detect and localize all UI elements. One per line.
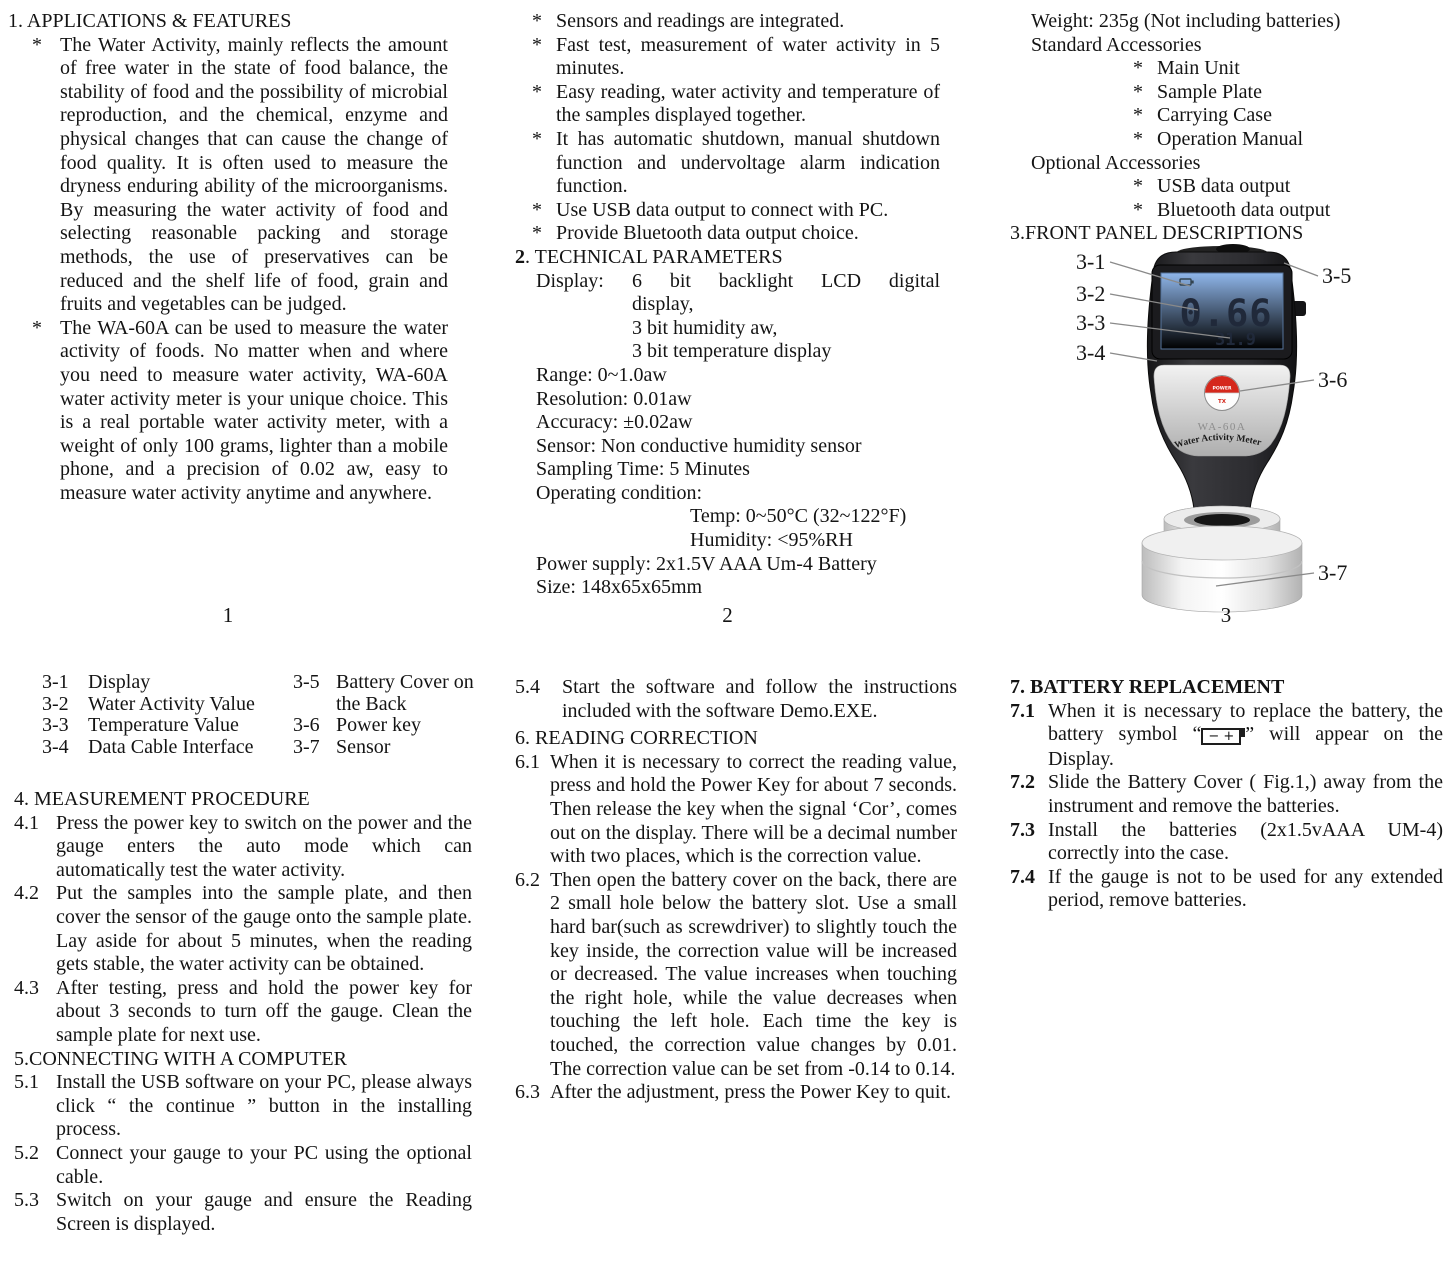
page-3-column xyxy=(1010,10,1442,246)
accessory-text: Bluetooth data output xyxy=(1157,198,1331,221)
legend-num: 3-5 xyxy=(293,671,320,693)
paragraph-text: The WA-60A can be used to measure the water activity of foods. No matter when and where you need to measure water activity, WA-60A water activity meter is your unique choice. This is a real portable water activity meter, with a weight of only 100 grams, lighter than a mobile phone, and a precision of 0.02 aw, easy to measure water activity anytime and anywhere. xyxy=(60,316,448,504)
legend-num: 3-4 xyxy=(42,735,69,758)
item-text: Press the power key to switch on the power and the gauge enters the auto mode which can automatically test the water activity. xyxy=(56,811,472,881)
bullet-marker: * xyxy=(532,222,542,245)
feature-text: Sensors and readings are integrated. xyxy=(556,10,845,32)
spec-line: Operating condition: xyxy=(536,481,703,504)
accessory-item xyxy=(1010,57,1442,81)
callout-legend xyxy=(42,672,472,782)
callout-3-6: 3-6 xyxy=(1318,367,1348,392)
lcd-water-activity-value: 0.66 xyxy=(1179,292,1273,335)
legend-row xyxy=(293,672,496,715)
display-spec-label: Display: xyxy=(536,269,604,292)
power-button-sublabel: TX xyxy=(1218,399,1226,405)
item-text: When it is necessary to replace the battery, the battery symbol “ xyxy=(1048,699,1443,746)
accessory-text: USB data output xyxy=(1157,175,1291,198)
page-6-column xyxy=(1010,676,1443,913)
bullet-marker: * xyxy=(532,80,542,103)
procedure-item xyxy=(1010,819,1443,866)
accessory-text: Sample Plate xyxy=(1157,80,1262,103)
item-text: After the adjustment, press the Power Key to quit. xyxy=(550,1081,952,1104)
page-number-3: 3 xyxy=(1220,603,1232,627)
section-6-heading: 6. READING CORRECTION xyxy=(515,727,758,750)
item-text: Install the batteries (2x1.5vAAA UM-4) correctly into the case. xyxy=(1048,818,1443,865)
page-4-column xyxy=(14,672,472,1236)
legend-num: 3-1 xyxy=(42,671,69,693)
feature-text: Use USB data output to connect with PC. xyxy=(556,198,889,221)
spec-line: Power supply: 2x1.5V AAA Um-4 Battery xyxy=(536,552,877,575)
procedure-item xyxy=(1010,866,1443,913)
feature-text: Fast test, measurement of water activity in 5 minutes. xyxy=(556,33,940,80)
standard-accessories-label: Standard Accessories xyxy=(1031,33,1202,56)
procedure-item xyxy=(515,869,957,1081)
callout-3-2: 3-2 xyxy=(1076,281,1106,306)
legend-right xyxy=(293,672,493,758)
section-7-heading: 7. BATTERY REPLACEMENT xyxy=(1010,676,1285,698)
accessory-text: Main Unit xyxy=(1157,57,1240,80)
feature-item xyxy=(515,81,940,128)
spec-line: Resolution: 0.01aw xyxy=(536,387,692,410)
bullet-marker: * xyxy=(1133,175,1143,198)
item-text: Install the USB software on your PC, please always click “ the continue ” button in the installing process. xyxy=(56,1071,472,1141)
spec-line: Sensor: Non conductive humidity sensor xyxy=(536,434,862,457)
item-number: 7.3 xyxy=(1010,818,1035,841)
spec-sub-line: Temp: 0~50°C (32~122°F) xyxy=(690,505,907,528)
accessory-item xyxy=(1010,128,1442,152)
legend-label: Data Cable Interface xyxy=(88,735,254,758)
spec-line: Accuracy: ±0.02aw xyxy=(536,411,693,434)
item-text: If the gauge is not to be used for any extended period, remove batteries. xyxy=(1048,865,1443,912)
feature-paragraph xyxy=(8,34,448,317)
page-2-column xyxy=(515,10,940,600)
spec-sub-line: Humidity: <95%RH xyxy=(690,529,853,552)
item-number: 7.4 xyxy=(1010,865,1035,888)
base-collar-hole xyxy=(1194,514,1250,526)
bullet-marker: * xyxy=(1133,104,1143,127)
accessory-item xyxy=(1010,175,1442,199)
power-button-label: POWER xyxy=(1212,386,1232,392)
feature-text: Easy reading, water activity and temperature of the samples displayed together. xyxy=(556,80,940,127)
legend-left xyxy=(42,672,255,758)
accessory-item xyxy=(1010,199,1442,223)
brand-curved-text: Water Activity Meter xyxy=(1173,432,1263,451)
feature-text: It has automatic shutdown, manual shutdown function and undervoltage alarm indication function. xyxy=(556,127,940,198)
procedure-item xyxy=(1010,771,1443,818)
item-number: 4.3 xyxy=(14,976,39,999)
display-spec-line: display, xyxy=(632,293,694,316)
optional-accessories-label: Optional Accessories xyxy=(1031,151,1201,174)
legend-num: 3-6 xyxy=(293,714,320,736)
procedure-item xyxy=(14,1189,472,1236)
legend-label: Sensor xyxy=(336,735,391,758)
section-3-heading: 3.FRONT PANEL DESCRIPTIONS xyxy=(1010,222,1304,245)
weight-line: Weight: 235g (Not including batteries) xyxy=(1031,10,1341,32)
legend-row xyxy=(42,672,255,694)
display-spec-line: 3 bit humidity aw, xyxy=(632,316,778,339)
spec-line: Sampling Time: 5 Minutes xyxy=(536,458,750,481)
section-5-heading: 5.CONNECTING WITH A COMPUTER xyxy=(14,1047,347,1070)
procedure-item xyxy=(515,1081,957,1105)
page-5-column xyxy=(515,676,957,1105)
page-number-1: 1 xyxy=(222,603,234,627)
procedure-item xyxy=(14,812,472,883)
bullet-marker: * xyxy=(532,127,542,150)
legend-row xyxy=(42,737,255,759)
display-spec xyxy=(515,270,940,364)
battery-icon-body: − + xyxy=(1201,728,1241,745)
legend-num: 3-2 xyxy=(42,692,69,715)
item-number: 5.3 xyxy=(14,1189,39,1212)
legend-row xyxy=(293,715,496,737)
feature-paragraph xyxy=(8,317,448,506)
bullet-marker: * xyxy=(532,10,542,32)
legend-row xyxy=(293,737,496,759)
item-text: ” will appear on the Display. xyxy=(1048,723,1443,770)
display-spec-lines xyxy=(632,270,940,364)
bullet-marker: * xyxy=(1133,127,1143,150)
paragraph-text: The Water Activity, mainly reflects the amount of free water in the state of food balance, the stability of food and the possibility of microbial reproduction, and the chemical, enzyme and physical changes that can cause the change of food quality. It is often used to measure the dryness enduring ability of the microorganisms. By measuring the water activity of food and selecting reasonable packing and storage methods, the use of preservatives can be reduced and the shelf life of food, grain and fruits and vegetables can be judged. xyxy=(60,33,448,316)
procedure-item xyxy=(14,1071,472,1142)
feature-item xyxy=(515,10,940,34)
bullet-marker: * xyxy=(32,316,42,339)
item-number: 4.1 xyxy=(14,811,39,834)
legend-row xyxy=(42,694,255,716)
section-2-number: 2 xyxy=(515,245,525,268)
bullet-marker: * xyxy=(532,33,542,56)
procedure-item xyxy=(14,977,472,1048)
bullet-marker: * xyxy=(532,198,542,221)
procedure-item xyxy=(1010,700,1443,772)
item-text: When it is necessary to correct the reading value, press and hold the Power Key for about 7 seconds. Then release the key when the signal ‘Cor’, comes out on the display. There will be a decimal number with two places, which is the correction value. xyxy=(550,750,957,868)
battery-icon xyxy=(1201,724,1245,748)
callout-3-4: 3-4 xyxy=(1076,340,1106,365)
item-text: Slide the Battery Cover ( Fig.1,) away from the instrument and remove the batteries. xyxy=(1048,771,1443,817)
callout-3-5: 3-5 xyxy=(1322,263,1352,288)
item-number: 5.2 xyxy=(14,1141,39,1164)
feature-item xyxy=(515,222,940,246)
power-button-icon xyxy=(1205,376,1240,411)
legend-num: 3-7 xyxy=(293,735,320,758)
model-label: WA-60A xyxy=(1197,421,1247,433)
accessory-text: Operation Manual xyxy=(1157,127,1304,150)
spec-line: Size: 148x65x65mm xyxy=(536,576,703,599)
item-number: 5.1 xyxy=(14,1071,39,1094)
item-text: Connect your gauge to your PC using the optional cable. xyxy=(56,1141,472,1188)
feature-item xyxy=(515,199,940,223)
accessory-text: Carrying Case xyxy=(1157,104,1272,127)
procedure-item xyxy=(14,1142,472,1189)
procedure-item xyxy=(515,676,957,723)
feature-text: Provide Bluetooth data output choice. xyxy=(556,222,859,245)
item-number: 7.2 xyxy=(1010,771,1035,794)
lcd-temperature-value: 31.9 xyxy=(1215,330,1256,350)
item-text: Then open the battery cover on the back, there are 2 small hole below the battery slot. Use a small hard bar(such as screwdriver) to slightly touch the key inside, the correction value will be increased or decreased. The value increases when touching the right hole, while the value decreases when touching the left hole. Each time the key is touched, the correction value changes by 0.01. The correction value can be set from -0.14 to 0.14. xyxy=(550,868,957,1080)
legend-label: Temperature Value xyxy=(88,714,239,736)
callout-3-3: 3-3 xyxy=(1076,310,1106,335)
item-number: 5.4 xyxy=(515,676,540,698)
item-number: 7.1 xyxy=(1010,699,1035,722)
legend-num: 3-3 xyxy=(42,714,69,736)
section-2-title: . TECHNICAL PARAMETERS xyxy=(525,245,783,268)
legend-row xyxy=(42,715,255,737)
section-4-heading: 4. MEASUREMENT PROCEDURE xyxy=(14,788,310,810)
display-spec-line: 3 bit temperature display xyxy=(632,340,832,363)
bullet-marker: * xyxy=(1133,80,1143,103)
item-text: Start the software and follow the instructions included with the software Demo.EXE. xyxy=(562,676,957,722)
legend-label: Water Activity Value xyxy=(88,692,255,715)
item-number: 6.1 xyxy=(515,750,540,773)
item-text: Put the samples into the sample plate, and then cover the sensor of the gauge onto the sample plate. Lay aside for about 5 minutes, when the reading gets stable, the water activity can be obtained. xyxy=(56,882,472,976)
item-text: After testing, press and hold the power key for about 3 seconds to turn off the gauge. Clean the sample plate for next use. xyxy=(56,976,472,1046)
device-illustration xyxy=(1040,243,1445,615)
legend-label: Power key xyxy=(336,714,421,736)
callout-3-1: 3-1 xyxy=(1076,249,1106,274)
item-number: 4.2 xyxy=(14,882,39,905)
callout-3-7: 3-7 xyxy=(1318,560,1348,585)
item-text: Switch on your gauge and ensure the Reading Screen is displayed. xyxy=(56,1189,472,1235)
accessory-item xyxy=(1010,104,1442,128)
display-spec-line: 6 bit backlight LCD digital xyxy=(632,269,940,292)
procedure-item xyxy=(515,751,957,869)
sensor-base-top xyxy=(1142,526,1302,560)
feature-item xyxy=(515,128,940,199)
spec-line: Range: 0~1.0aw xyxy=(536,363,667,386)
legend-label: Display xyxy=(88,671,151,693)
legend-label: Battery Cover on the Back xyxy=(336,671,474,715)
item-number: 6.3 xyxy=(515,1081,540,1104)
feature-item xyxy=(515,34,940,81)
page-1-column xyxy=(8,10,448,505)
front-panel-figure xyxy=(1040,243,1445,615)
bullet-marker: * xyxy=(1133,57,1143,80)
page-number-2: 2 xyxy=(722,603,733,627)
section-1-heading: 1. APPLICATIONS & FEATURES xyxy=(8,10,292,32)
section-2-heading xyxy=(515,246,940,270)
accessory-item xyxy=(1010,81,1442,105)
bullet-marker: * xyxy=(1133,198,1143,221)
procedure-item xyxy=(14,882,472,976)
bullet-marker: * xyxy=(32,33,42,56)
item-number: 6.2 xyxy=(515,868,540,891)
